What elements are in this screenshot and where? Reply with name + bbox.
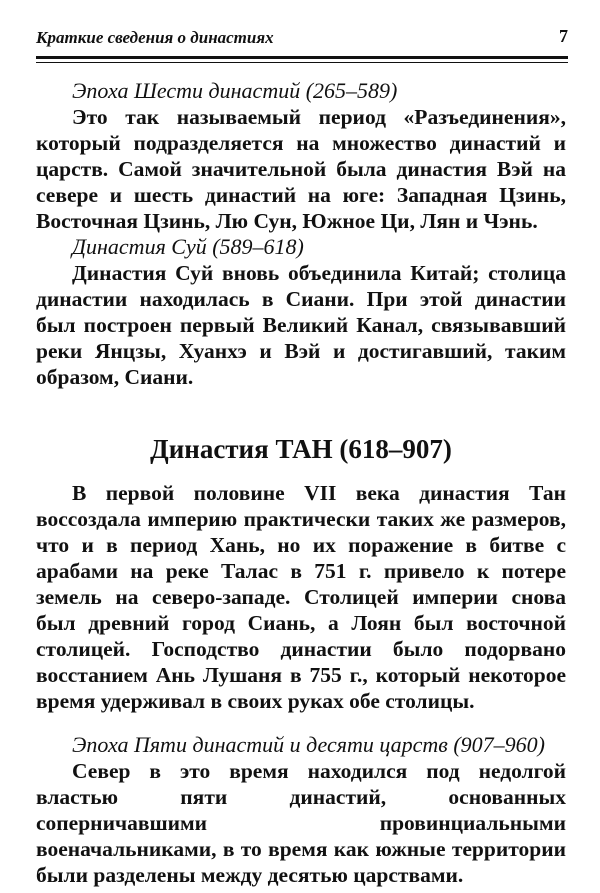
running-head — [36, 26, 568, 50]
spacer — [36, 714, 566, 732]
tang-section-title: Династия ТАН (618–907) — [150, 434, 452, 464]
header-rule-thin — [36, 62, 568, 63]
page-body — [36, 78, 566, 888]
running-head-title: Краткие сведения о династиях — [36, 28, 274, 47]
page-number: 7 — [559, 26, 568, 46]
six-dynasties-heading: Эпоха Шести династий (265–589) — [72, 78, 398, 103]
five-dynasties-paragraph: Север в это время находился под недолгой властью пяти династий, основанных соперничавшими провинциальными военачальниками, в то время как южные территории были разделены между десятью царствами. — [36, 759, 566, 887]
six-dynasties-paragraph: Это так называемый период «Разъединения», который подразделяется на множество династий и царств. Самой значительной была династия Вэй на севере и шесть династий на юге: Западная Цзинь, Восточная Цзинь, Лю Сун, Южное Ци, Лян и Чэнь. — [36, 105, 566, 233]
sui-paragraph: Династия Суй вновь объединила Китай; столица династии находилась в Сиани. При этой династии был построен первый Великий Канал, связывавший реки Янцзы, Хуанхэ и Вэй и достигавший, таким образом, Сиани. — [36, 261, 566, 389]
five-dynasties-heading: Эпоха Пяти династий и десяти царств (907–960) — [72, 732, 546, 757]
sui-heading: Династия Суй (589–618) — [72, 234, 304, 259]
tang-paragraph: В первой половине VII века династия Тан воссоздала империю практически таких же размеров, что и в период Хань, но их поражение в битве с арабами на реке Талас в 751 г. привело к потере земель на северо-западе. Столицей империи снова был древний город Сиань, а Лоян был восточной столицей. Господство династии было подорвано восстанием Ань Лушаня в 755 г., который некоторое время удерживал в своих руках обе столицы. — [36, 481, 566, 713]
header-rule-thick — [36, 56, 568, 59]
